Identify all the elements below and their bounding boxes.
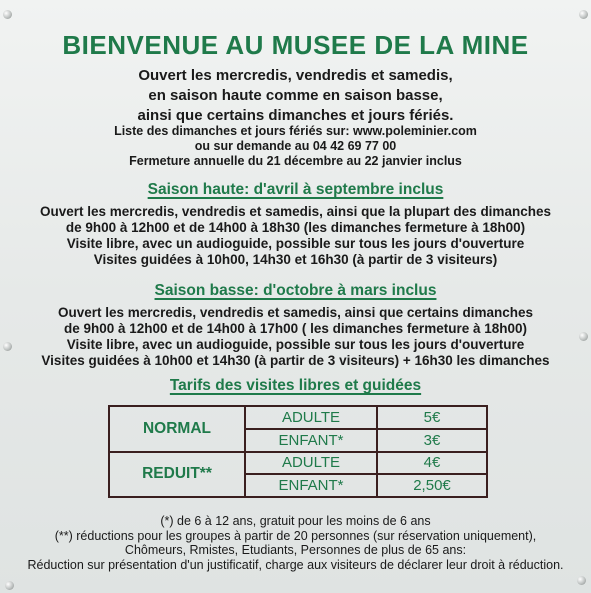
tariffs-table bbox=[108, 405, 488, 498]
price: 4€ bbox=[377, 452, 487, 475]
low-season-details bbox=[0, 305, 591, 369]
intro-line: ainsi que certains dimanches et jours fériés. bbox=[137, 107, 454, 124]
visitor-type: ENFANT* bbox=[245, 474, 377, 497]
detail-line: Ouvert les mercredis, vendredis et samedis, ainsi que la plupart des dimanches bbox=[40, 204, 551, 219]
screw-icon bbox=[5, 581, 14, 590]
footnote-line: (**) réductions pour les groupes à partir de 20 personnes (sur réservation uniquement), bbox=[54, 528, 537, 543]
intro-line: en saison haute comme en saison basse, bbox=[148, 87, 443, 104]
footnote-line: (*) de 6 à 12 ans, gratuit pour les moins de 6 ans bbox=[160, 514, 431, 528]
visitor-type: ADULTE bbox=[245, 452, 377, 475]
info-line: Fermeture annuelle du 21 décembre au 22 janvier inclus bbox=[129, 154, 462, 168]
table-row bbox=[109, 452, 487, 475]
high-season-details bbox=[0, 204, 591, 268]
footnotes bbox=[0, 514, 591, 572]
detail-line: Ouvert les mercredis, vendredis et samedis, ainsi que certains dimanches bbox=[58, 305, 533, 320]
intro-line: Ouvert les mercredis, vendredis et samedis, bbox=[138, 67, 453, 84]
screw-icon bbox=[3, 10, 12, 19]
info-line: Liste des dimanches et jours fériés sur: www.poleminier.com bbox=[114, 124, 477, 138]
visitor-type: ENFANT* bbox=[245, 429, 377, 452]
visitor-type: ADULTE bbox=[245, 406, 377, 429]
footnote-line: Chômeurs, Rmistes, Etudiants, Personnes de plus de 65 ans: bbox=[124, 543, 467, 557]
sign-title: BIENVENUE AU MUSEE DE LA MINE bbox=[62, 30, 529, 60]
footnote-line: Réduction sur présentation d'un justificatif, charge aux visiteurs de déclarer leur droit à réduction. bbox=[27, 557, 564, 572]
detail-line: Visites guidées à 10h00, 14h30 et 16h30 (à partir de 3 visiteurs) bbox=[93, 252, 498, 267]
category-reduced: REDUIT** bbox=[109, 452, 245, 498]
screw-icon bbox=[577, 576, 586, 585]
price: 5€ bbox=[377, 406, 487, 429]
price: 3€ bbox=[377, 429, 487, 452]
price: 2,50€ bbox=[377, 474, 487, 497]
contact-info bbox=[0, 124, 591, 169]
detail-line: de 9h00 à 12h00 et de 14h00 à 17h00 ( les dimanches fermeture à 18h00) bbox=[64, 321, 527, 336]
high-season-heading: Saison haute: d'avril à septembre inclus bbox=[147, 181, 444, 198]
detail-line: Visite libre, avec un audioguide, possible sur tous les jours d'ouverture bbox=[66, 236, 525, 251]
detail-line: de 9h00 à 12h00 et de 14h00 à 18h30 (les dimanches fermeture à 18h00) bbox=[65, 220, 526, 235]
detail-line: Visite libre, avec un audioguide, possible sur tous les jours d'ouverture bbox=[66, 337, 525, 352]
info-line: ou sur demande au 04 42 69 77 00 bbox=[194, 139, 397, 153]
low-season-heading: Saison basse: d'octobre à mars inclus bbox=[154, 282, 437, 299]
screw-icon bbox=[579, 10, 588, 19]
category-normal: NORMAL bbox=[109, 406, 245, 452]
opening-intro bbox=[0, 66, 591, 126]
table-row bbox=[109, 406, 487, 429]
detail-line: Visites guidées à 10h00 et 14h30 (à partir de 3 visiteurs) + 16h30 les dimanches bbox=[41, 353, 550, 368]
tariffs-heading: Tarifs des visites libres et guidées bbox=[169, 377, 422, 394]
